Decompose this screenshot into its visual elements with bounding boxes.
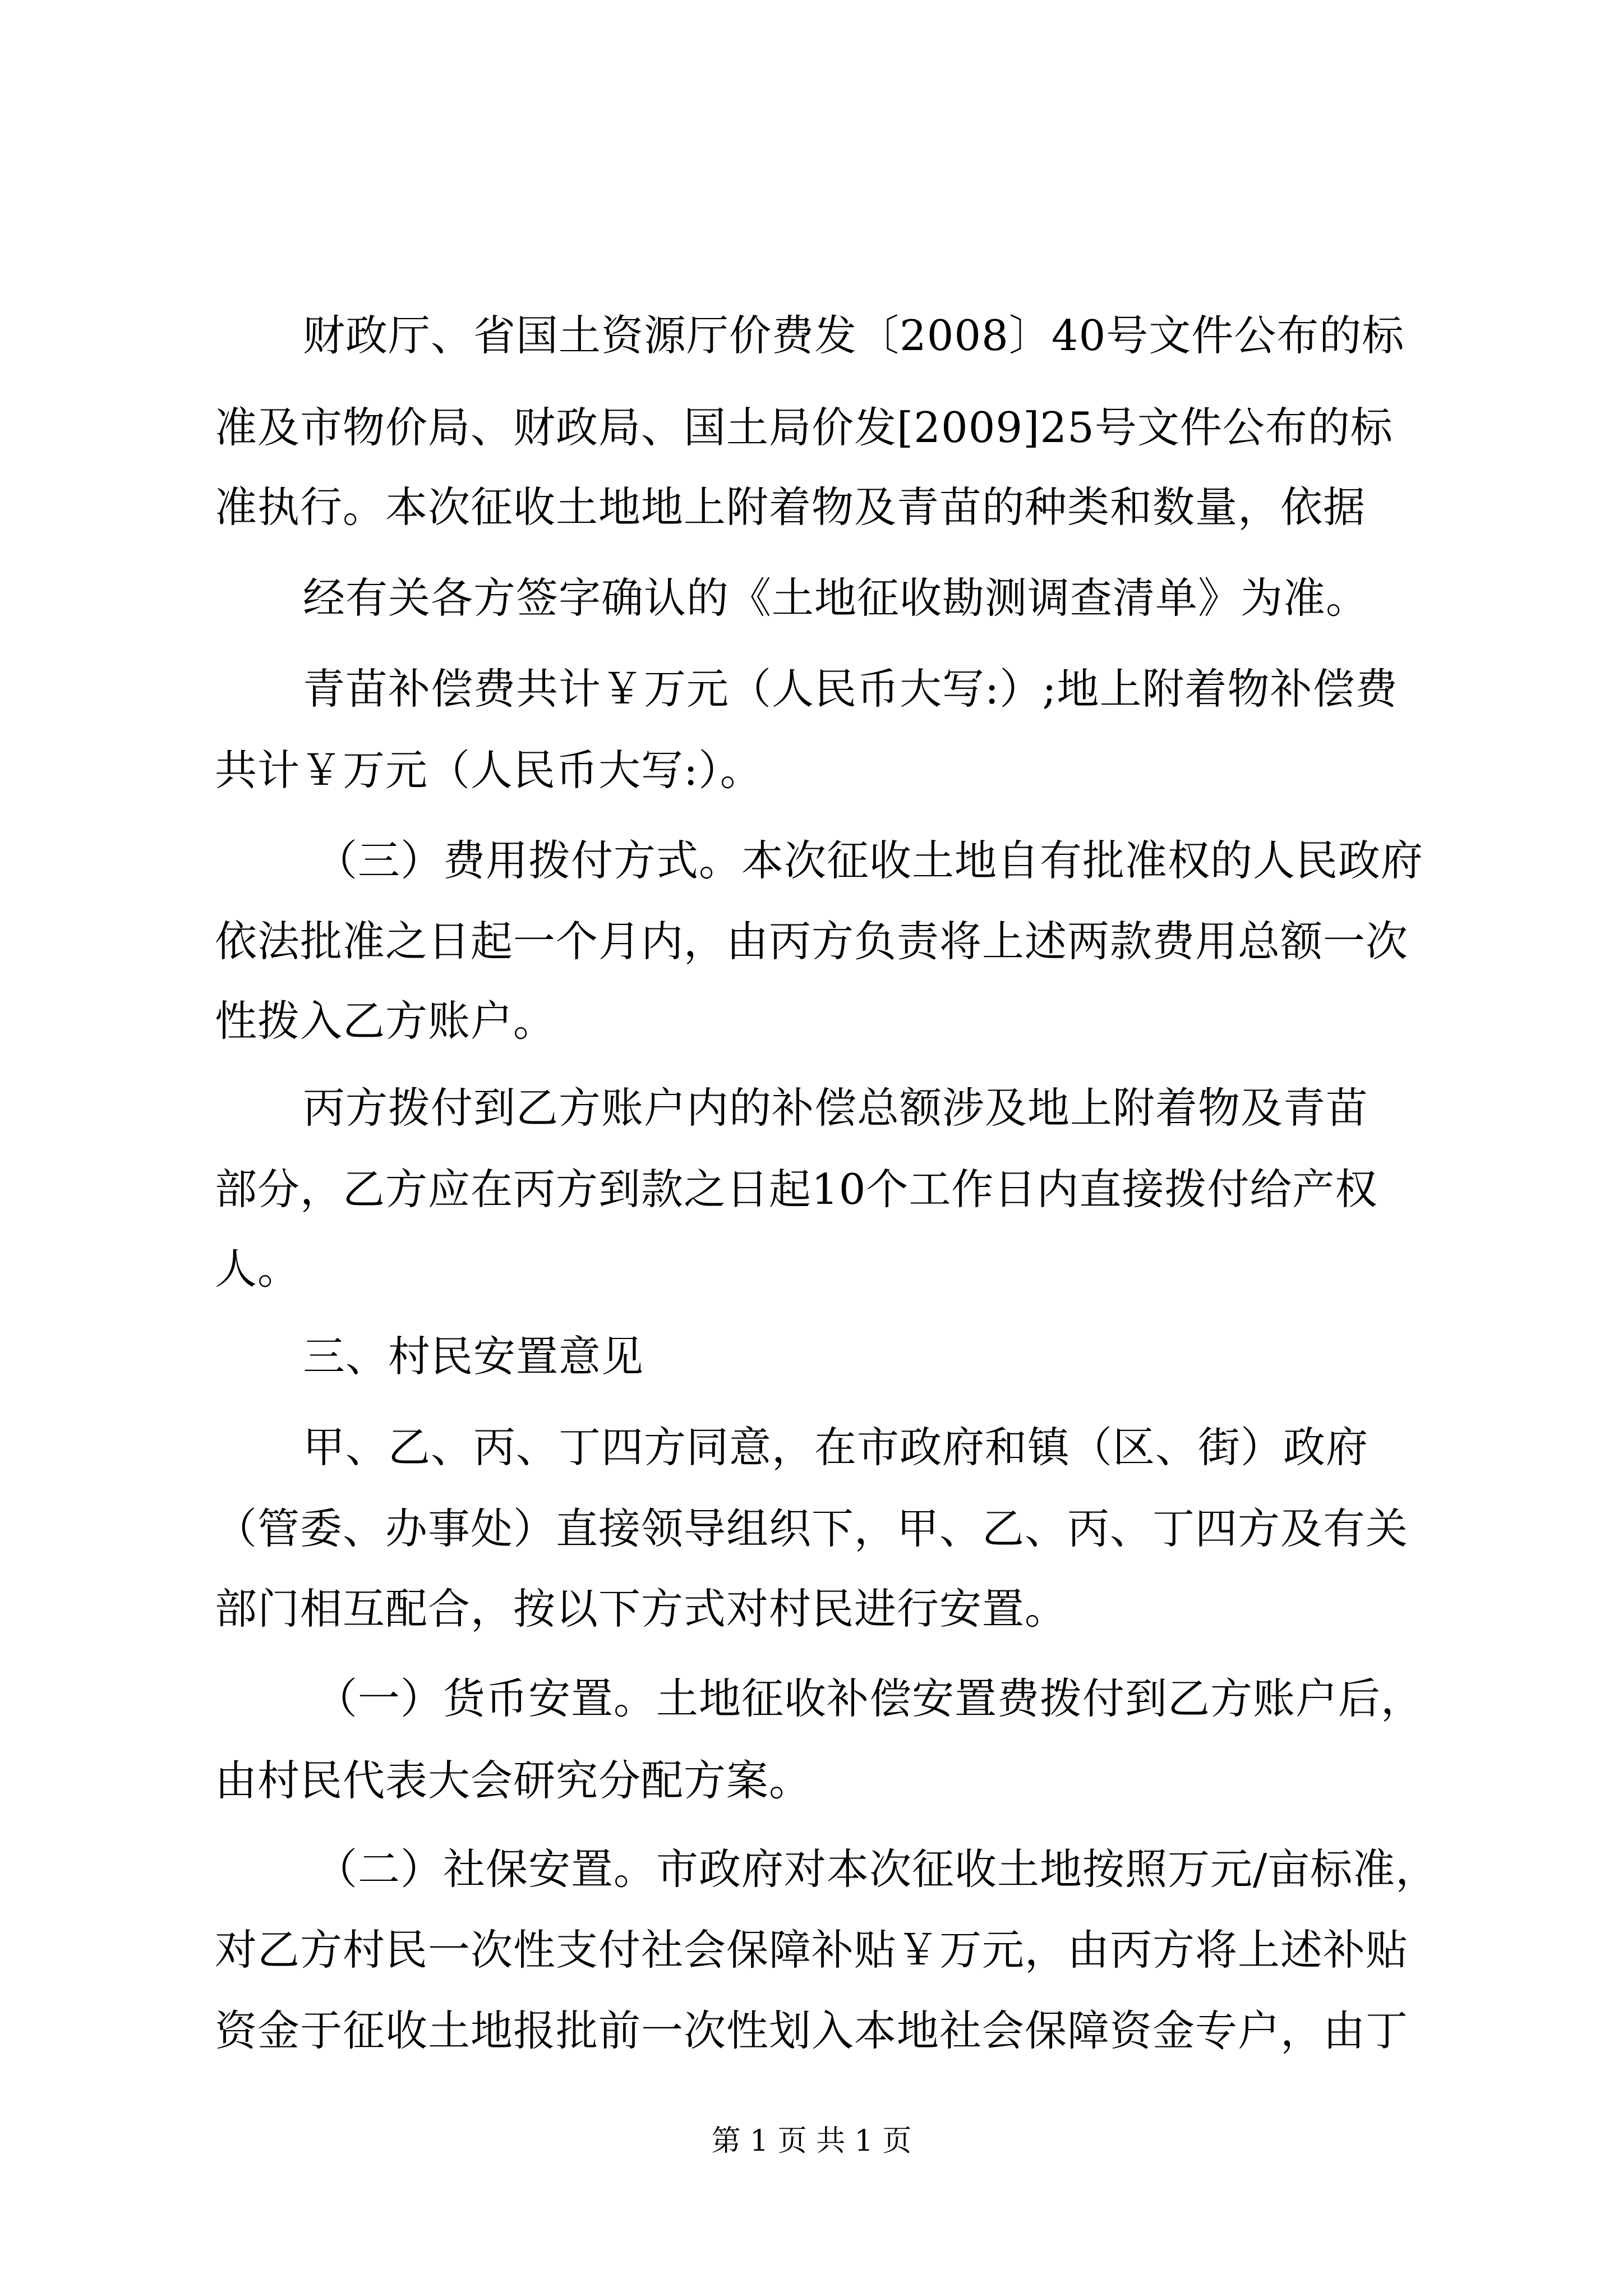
- page-footer: 第 1 页 共 1 页: [711, 2124, 912, 2158]
- body-text-line: 财政厅、省国土资源厅价费发〔2008〕40号文件公布的标: [303, 311, 1405, 360]
- body-text-line: 甲、乙、丙、丁四方同意，在市政府和镇（区、街）政府: [303, 1423, 1369, 1472]
- body-text-line: （二）社保安置。市政府对本次征收土地按照万元/亩标准，: [315, 1844, 1438, 1894]
- body-text-line: 准及市物价局、财政局、国土局价发[2009]25号文件公布的标: [215, 403, 1393, 452]
- body-text-line: （一）货币安置。土地征收补偿安置费拨付到乙方账户后，: [315, 1674, 1424, 1723]
- body-text-line: 人。: [215, 1244, 301, 1294]
- body-text-line: 部分，乙方应在丙方到款之日起10个工作日内直接拨付给产权: [215, 1165, 1378, 1214]
- body-text-line: 共计￥万元（人民币大写:）。: [215, 746, 763, 795]
- body-text-line: 依法批准之日起一个月内，由丙方负责将上述两款费用总额一次: [215, 917, 1409, 966]
- body-text-line: 由村民代表大会研究分配方案。: [215, 1756, 812, 1805]
- body-text-line: （管委、办事处）直接领导组织下，甲、乙、丙、丁四方及有关: [215, 1504, 1409, 1553]
- body-text-line: 部门相互配合，按以下方式对村民进行安置。: [215, 1584, 1068, 1634]
- body-text-line: 资金于征收土地报批前一次性划入本地社会保障资金专户，由丁: [215, 2006, 1409, 2055]
- body-text-line: 青苗补偿费共计￥万元（人民币大写:）;地上附着物补偿费: [303, 664, 1398, 714]
- section-heading: 三、村民安置意见: [303, 1332, 644, 1381]
- body-text-line: （三）费用拨付方式。本次征收土地自有批准权的人民政府: [315, 836, 1424, 885]
- body-text-line: 对乙方村民一次性支付社会保障补贴￥万元，由丙方将上述补贴: [215, 1925, 1409, 1975]
- body-text-line: 性拨入乙方账户。: [215, 996, 556, 1046]
- body-text-line: 丙方拨付到乙方账户内的补偿总额涉及地上附着物及青苗: [303, 1083, 1369, 1133]
- body-text-line: 经有关各方签字确认的《土地征收勘测调查清单》为准。: [303, 573, 1369, 623]
- body-text-line: 准执行。本次征收土地地上附着物及青苗的种类和数量，依据: [215, 482, 1366, 532]
